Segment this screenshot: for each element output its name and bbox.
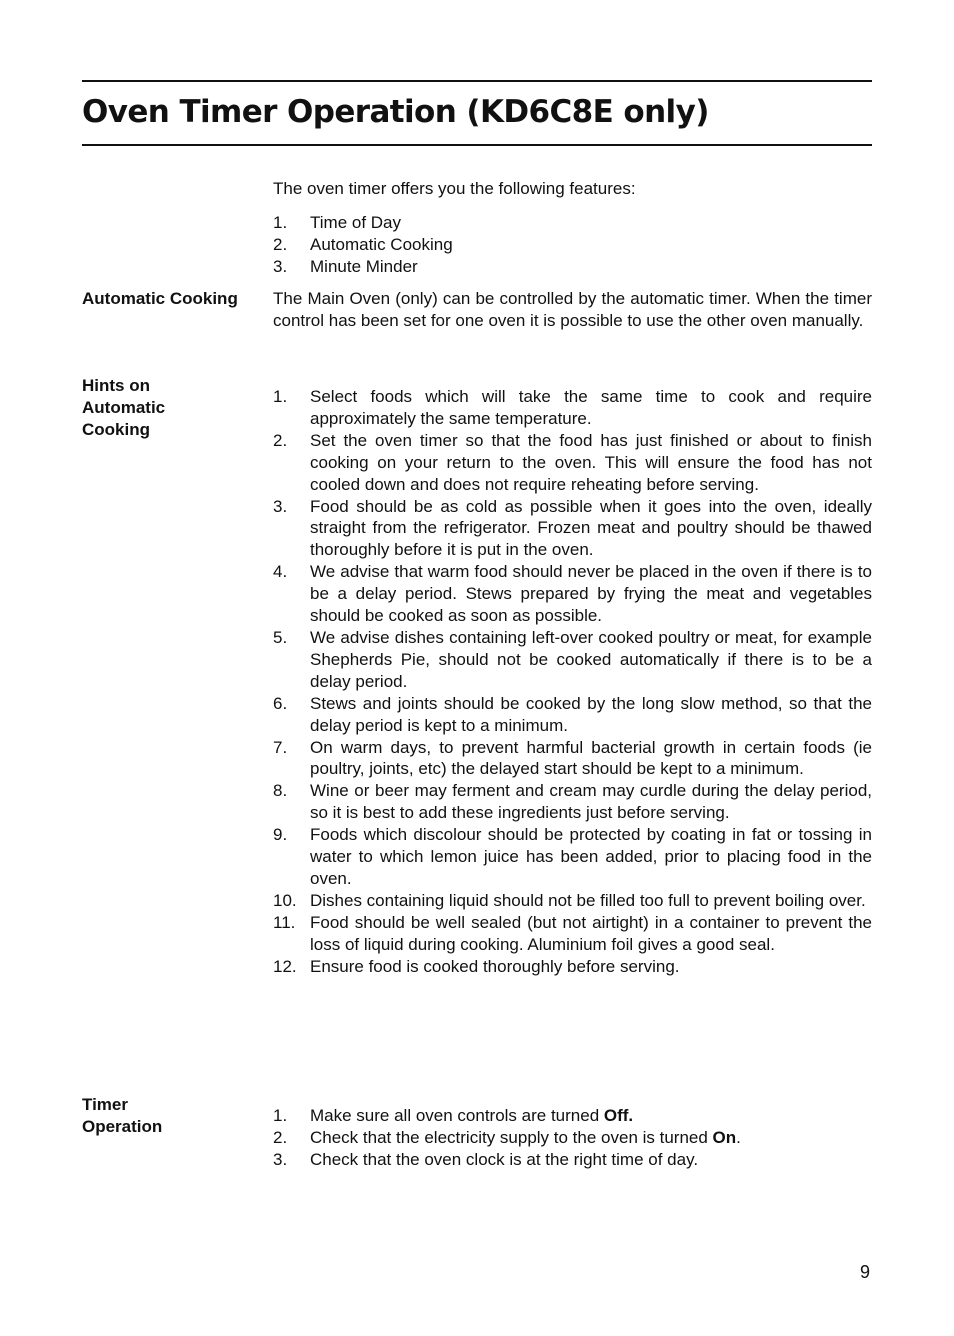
- intro-text: The oven timer offers you the following features:: [273, 179, 636, 198]
- list-number: 7.: [273, 737, 288, 757]
- list-number: 3.: [273, 1149, 288, 1169]
- automatic-cooking-heading: Automatic Cooking: [82, 289, 238, 308]
- list-number: 9.: [273, 825, 288, 845]
- list-number: 6.: [273, 693, 288, 713]
- list-item: [273, 780, 872, 824]
- list-item: [273, 561, 872, 627]
- title-underline: [82, 144, 872, 146]
- list-text: Food should be as cold as possible when it goes into the oven, ideally straight from the refrigerator. Frozen meat and poultry should be thawed thoroughly before it is put in the oven.: [310, 496, 872, 560]
- timer-operation-heading: [82, 1094, 262, 1138]
- timer-operation-heading-line: Timer: [82, 1095, 128, 1114]
- list-text: Select foods which will take the same time to cook and require approximately the same temperature.: [310, 387, 872, 428]
- list-text-part: Check that the electricity supply to the oven is turned: [310, 1127, 713, 1147]
- list-text: On warm days, to prevent harmful bacterial growth in certain foods (ie poultry, joints, etc) the delayed start should be kept to a minimum.: [310, 737, 872, 779]
- list-text-part: .: [736, 1127, 741, 1147]
- hints-heading-line: Hints on: [82, 376, 150, 395]
- list-item: [273, 956, 872, 978]
- list-number: 1.: [273, 213, 288, 232]
- list-number: 2.: [273, 1127, 288, 1147]
- list-text: We advise dishes containing left-over cooked poultry or meat, for example Shepherds Pie, should not be cooked automatically if there is to be a delay period.: [310, 627, 872, 691]
- list-number: 2.: [273, 234, 288, 254]
- list-item: [273, 1127, 872, 1149]
- list-item: [273, 824, 872, 890]
- list-text: Automatic Cooking: [310, 234, 453, 254]
- top-rule: [82, 80, 872, 82]
- list-item: [273, 1105, 872, 1127]
- list-item: [273, 627, 872, 693]
- list-text-bold: Off.: [603, 1106, 634, 1125]
- list-number: 10.: [273, 890, 297, 910]
- list-number: 4.: [273, 562, 288, 582]
- list-item: [273, 890, 872, 912]
- list-text: Stews and joints should be cooked by the long slow method, so that the delay period is kept to a minimum.: [310, 693, 872, 735]
- list-text: Time of Day: [310, 213, 402, 232]
- features-list: [273, 212, 872, 278]
- hints-heading: [82, 375, 262, 441]
- list-text-bold: On: [712, 1127, 737, 1147]
- list-text: Set the oven timer so that the food has just finished or about to finish cooking on your return to the oven. This will ensure the food has not cooled down and does not require reheating before serving.: [310, 430, 872, 494]
- list-item: [273, 1149, 872, 1171]
- list-item: [273, 234, 872, 256]
- list-text: Foods which discolour should be protected by coating in fat or tossing in water to which lemon juice has been added, prior to placing food in the oven.: [310, 825, 872, 888]
- hints-heading-line: Automatic: [82, 398, 166, 417]
- page-title: Oven Timer Operation (KD6C8E only): [82, 94, 709, 130]
- list-text: We advise that warm food should never be placed in the oven if there is to be a delay period. Stews prepared by frying the meat and vegetables should be cooked as soon as possible.: [310, 562, 872, 626]
- list-item: [273, 386, 872, 430]
- hints-heading-line: Cooking: [82, 420, 150, 439]
- list-text-part: Make sure all oven controls are turned: [310, 1106, 604, 1125]
- list-text-part: Check that the oven clock is at the right time of day.: [310, 1149, 699, 1169]
- list-text: Ensure food is cooked thoroughly before serving.: [310, 956, 680, 976]
- list-number: 12.: [273, 956, 297, 976]
- list-number: 3.: [273, 256, 288, 276]
- list-text: Minute Minder: [310, 256, 418, 276]
- list-item: [273, 212, 872, 234]
- list-number: 11.: [273, 912, 296, 932]
- list-text: Food should be well sealed (but not airtight) in a container to prevent the loss of liquid during cooking. Aluminium foil gives a good seal.: [310, 912, 872, 954]
- list-text: [310, 1105, 872, 1127]
- list-number: 8.: [273, 781, 288, 801]
- list-item: [273, 737, 872, 781]
- list-item: [273, 912, 872, 956]
- list-text: [310, 1127, 872, 1149]
- timer-operation-heading-line: Operation: [82, 1117, 163, 1136]
- list-item: [273, 693, 872, 737]
- list-item: [273, 430, 872, 496]
- timer-operation-list: [273, 1105, 872, 1171]
- list-number: 3.: [273, 496, 288, 516]
- list-number: 5.: [273, 627, 288, 647]
- list-number: 2.: [273, 430, 288, 450]
- list-number: 1.: [273, 387, 288, 406]
- list-text: [310, 1149, 872, 1171]
- automatic-cooking-text: The Main Oven (only) can be controlled by the automatic timer. When the timer control has been set for one oven it is possible to use the other oven manually.: [273, 289, 872, 330]
- list-item: [273, 496, 872, 562]
- page-number: 9: [859, 1262, 870, 1282]
- list-text: Dishes containing liquid should not be filled too full to prevent boiling over.: [310, 890, 866, 910]
- hints-list: [273, 386, 872, 977]
- list-text: Wine or beer may ferment and cream may curdle during the delay period, so it is best to add these ingredients just before serving.: [310, 781, 872, 823]
- list-item: [273, 256, 872, 278]
- list-number: 1.: [273, 1106, 288, 1125]
